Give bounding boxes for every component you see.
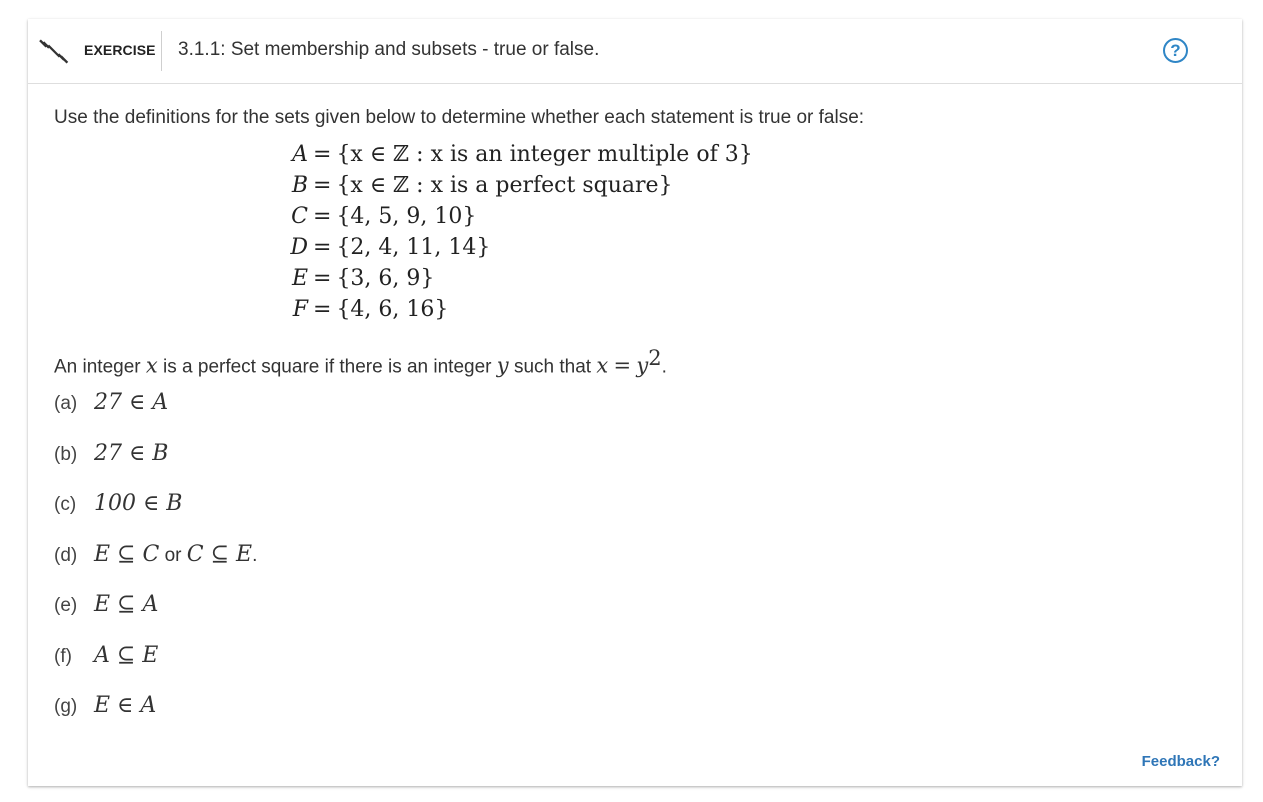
question-part-g: (g) E ∈ A [54,693,157,718]
question-part-b: (b) 27 ∈ B [54,441,169,466]
perfect-square-note: An integer x is a perfect square if there is an integer y such that $x = y^2$. [54,346,667,378]
question-part-c: (c) 100 ∈ B [54,491,183,516]
question-part-e: (e) E ⊆ A [54,592,159,617]
question-part-a: (a) 27 ∈ A [54,390,169,415]
question-part-f: (f) A ⊆ E [54,643,159,668]
exercise-header [28,19,1242,84]
question-part-d: (d) E ⊆ C or C ⊆ E. [54,542,258,567]
definition-d: D = {2, 4, 11, 14} [290,235,491,260]
intro-text: Use the definitions for the sets given below to determine whether each statement is true or false: [54,107,865,128]
definition-b: B = {x ∈ ℤ : x is a perfect square} [291,173,673,198]
definition-c: C = {4, 5, 9, 10} [291,204,477,229]
definition-a: A = {x ∈ ℤ : x is an integer multiple of 3} [292,142,753,167]
definition-f: F = {4, 6, 16} [292,297,449,322]
header-divider [161,31,162,71]
exercise-label: EXERCISE [84,42,156,58]
help-icon[interactable]: ? [1163,38,1188,63]
exercise-card [28,19,1242,786]
set-definitions [284,139,753,325]
definition-e: E = {3, 6, 9} [291,266,435,291]
exercise-content [54,105,1222,718]
feedback-link[interactable]: Feedback? [1141,753,1220,770]
exercise-title: 3.1.1: Set membership and subsets - true or false. [178,39,600,60]
dumbbell-icon [39,37,69,67]
